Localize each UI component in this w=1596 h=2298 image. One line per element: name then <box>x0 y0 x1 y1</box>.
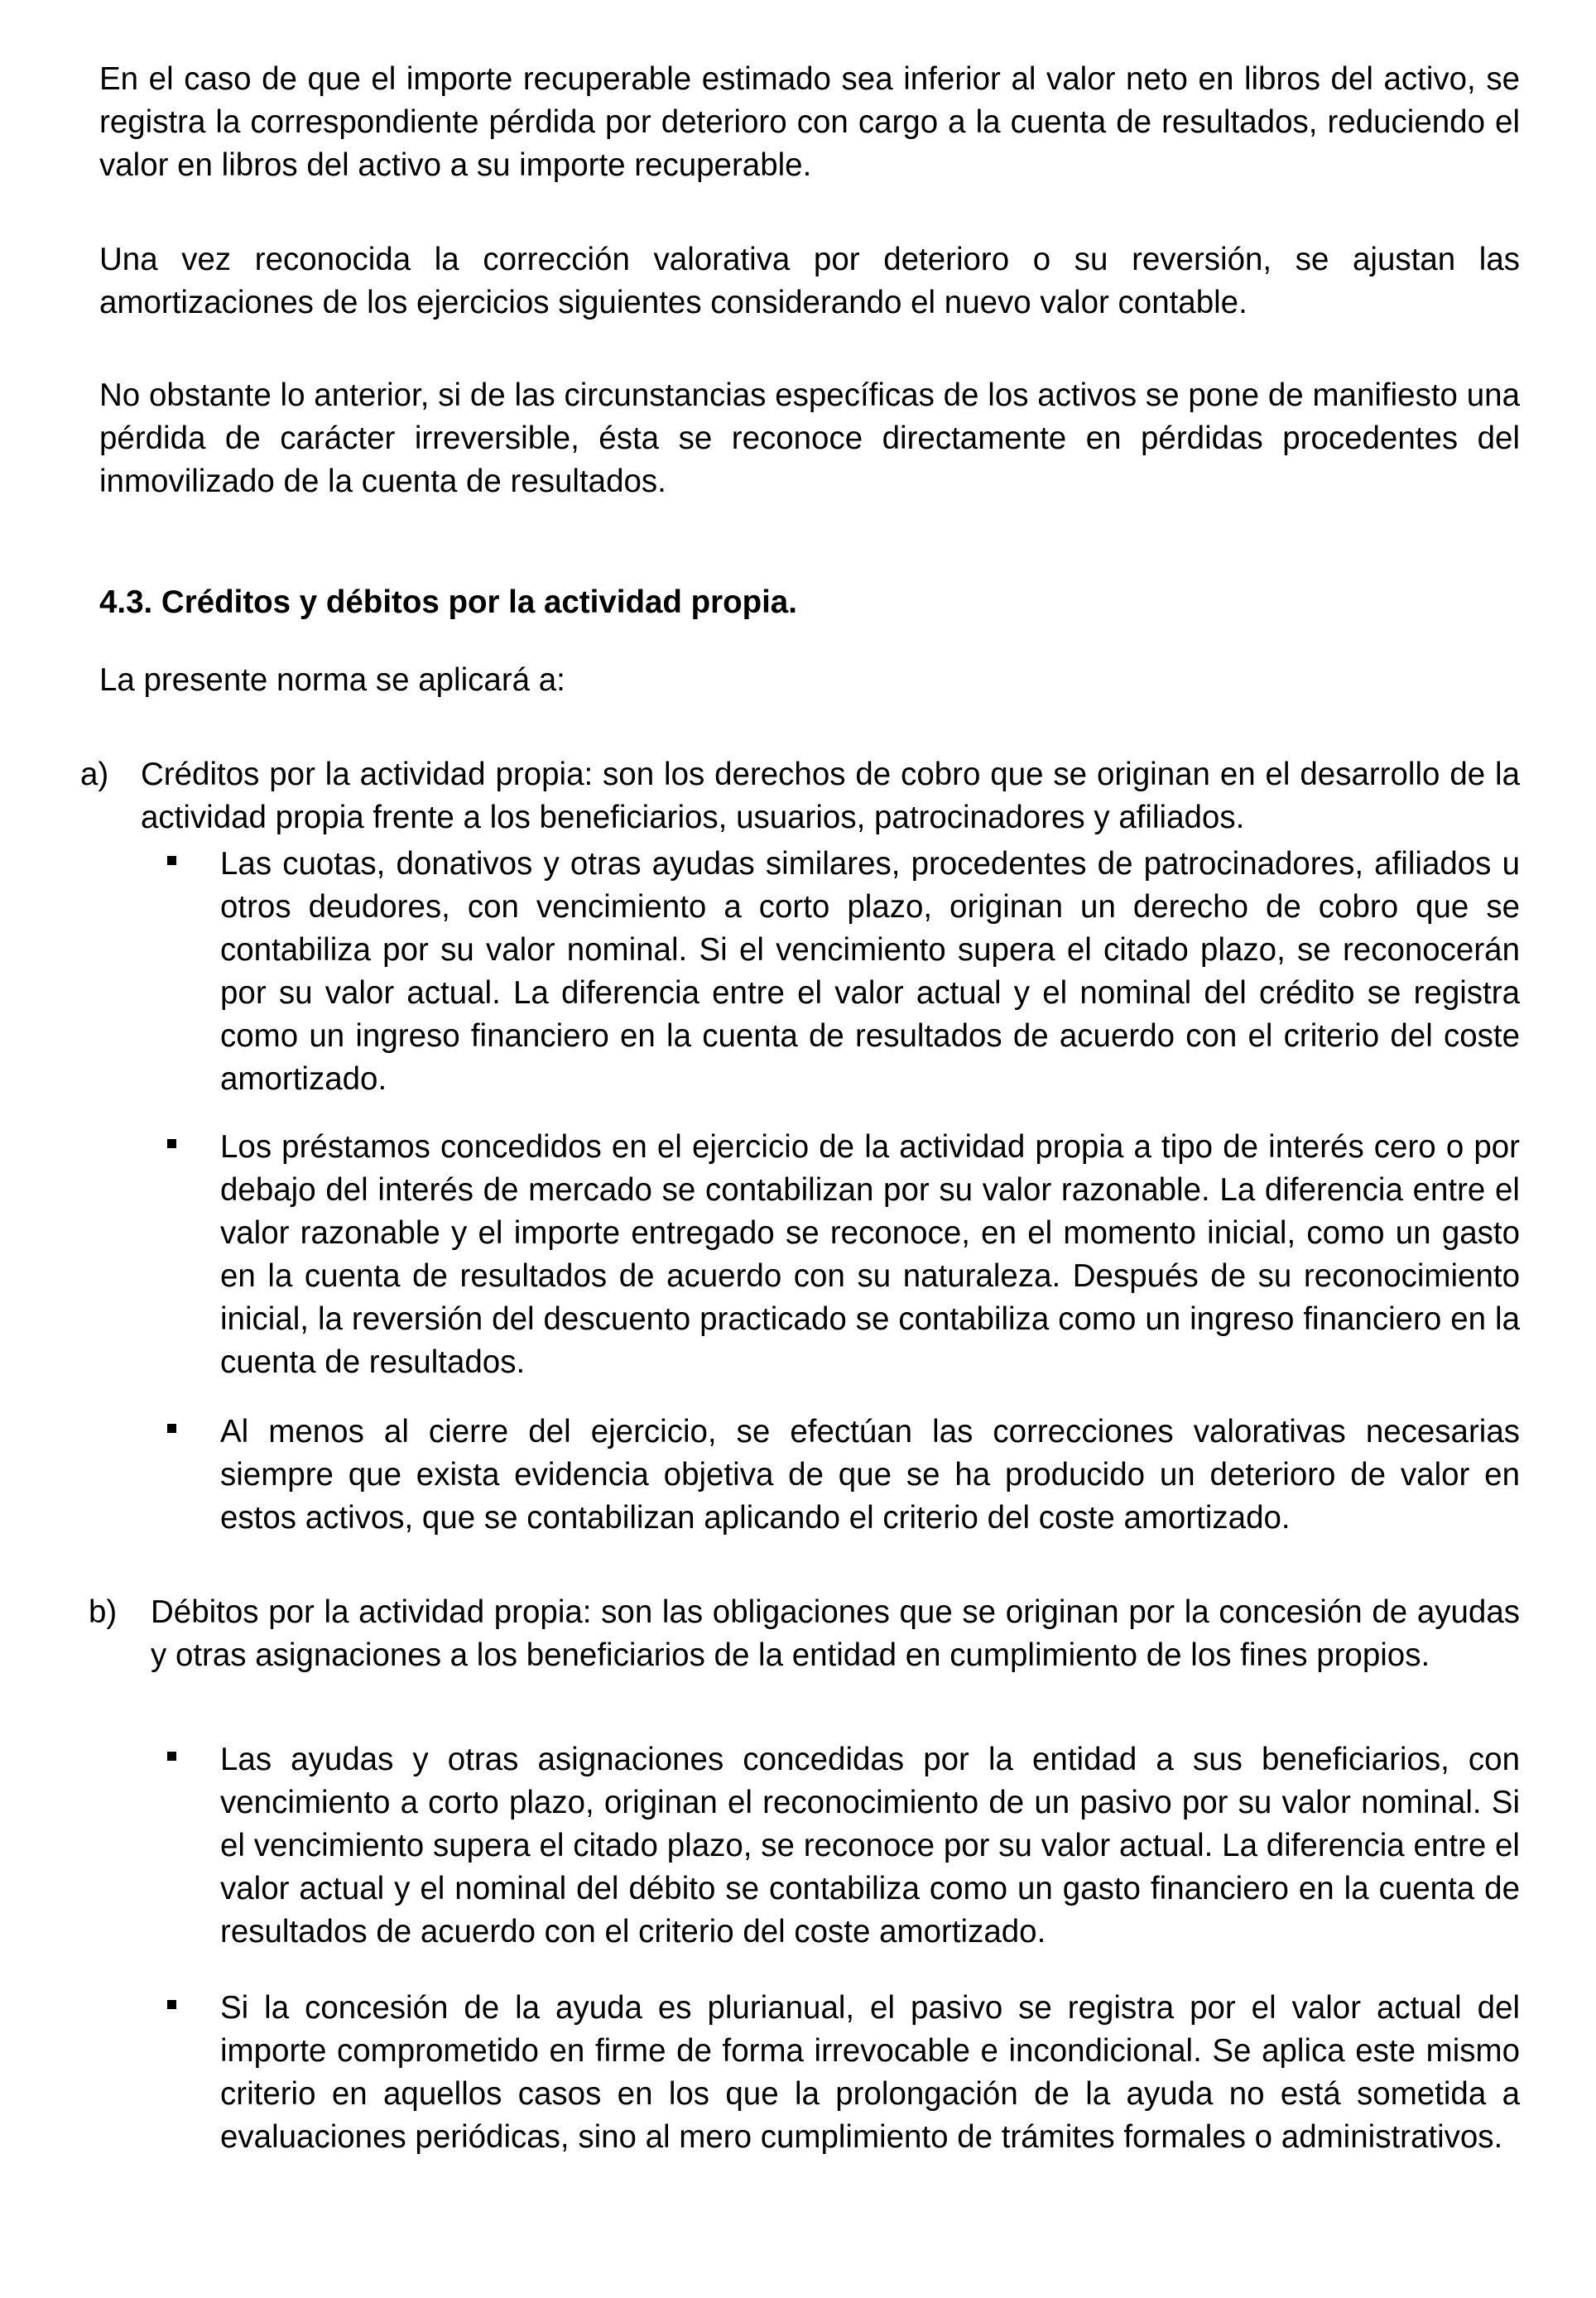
paragraph-impairment-reversal: Una vez reconocida la corrección valorativa por deterioro o su reversión, se ajustan las amortizaciones de los ejercicios siguientes considerando el nuevo valor contable. <box>99 242 1520 320</box>
bullet-a-3: Al menos al cierre del ejercicio, se efectúan las correcciones valorativas necesarias siempre que exista evidencia objetiva de que se ha producido un deterioro de valor en estos activos, que se contabilizan aplicando el criterio del coste amortizado. <box>220 1414 1520 1536</box>
bullet-a-1: Las cuotas, donativos y otras ayudas similares, procedentes de patrocinadores, afiliados u otros deudores, con vencimiento a corto plazo, originan un derecho de cobro que se contabiliza por su valor nominal. Si el vencimiento supera el citado plazo, se reconocerán por su valor actual. La diferencia entre el valor actual y el nominal del crédito se registra como un ingreso financiero en la cuenta de resultados de acuerdo con el criterio del coste amortizado. <box>220 846 1520 1097</box>
bullet-b-2: Si la concesión de la ayuda es plurianual, el pasivo se registra por el valor actual del importe comprometido en firme de forma irrevocable e incondicional. Se aplica este mismo criterio en aquellos casos en los que la prolongación de la ayuda no está sometida a evaluaciones periódicas, sino al mero cumplimiento de trámites formales o administrativos. <box>220 1990 1520 2155</box>
bullet-icon <box>167 1752 176 1761</box>
bullet-b-1: Las ayudas y otras asignaciones concedidas por la entidad a sus beneficiarios, con vencimiento a corto plazo, originan el reconocimiento de un pasivo por su valor nominal. Si el vencimiento supera el citado plazo, se reconoce por su valor actual. La diferencia entre el valor actual y el nominal del débito se contabiliza como un gasto financiero en la cuenta de resultados de acuerdo con el criterio del coste amortizado. <box>220 1742 1520 1949</box>
section-heading: 4.3. Créditos y débitos por la actividad propia. <box>99 584 797 620</box>
bullet-a-2: Los préstamos concedidos en el ejercicio de la actividad propia a tipo de interés cero o por debajo del interés de mercado se contabilizan por su valor razonable. La diferencia entre el valor razonable y el importe entregado se reconoce, en el momento inicial, como un gasto en la cuenta de resultados de acuerdo con su naturaleza. Después de su reconocimiento inicial, la reversión del descuento practicado se contabiliza como un ingreso financiero en la cuenta de resultados. <box>220 1129 1520 1380</box>
list-marker-a: a) <box>80 757 109 792</box>
paragraph-irreversible-loss: No obstante lo anterior, si de las circunstancias específicas de los activos se pone de manifiesto una pérdida de carácter irreversible, ésta se reconoce directamente en pérdidas procedentes del inmovilizado de la cuenta de resultados. <box>99 377 1520 499</box>
section-intro: La presente norma se aplicará a: <box>99 662 565 698</box>
bullet-icon <box>167 856 176 865</box>
list-marker-b: b) <box>89 1594 118 1630</box>
paragraph-impairment-loss: En el caso de que el importe recuperable estimado sea inferior al valor neto en libros del activo, se registra la correspondiente pérdida por deterioro con cargo a la cuenta de resultados, reduciendo el valor en libros del activo a su importe recuperable. <box>99 61 1520 183</box>
bullet-icon <box>167 1424 176 1433</box>
list-item-b-text: Débitos por la actividad propia: son las obligaciones que se originan por la concesión de ayudas y otras asignaciones a los beneficiarios de la entidad en cumplimiento de los fines propios. <box>151 1594 1520 1673</box>
list-item-a-text: Créditos por la actividad propia: son los derechos de cobro que se originan en el desarrollo de la actividad propia frente a los beneficiarios, usuarios, patrocinadores y afiliados. <box>141 757 1520 835</box>
bullet-icon <box>167 2000 176 2009</box>
bullet-icon <box>167 1139 176 1148</box>
